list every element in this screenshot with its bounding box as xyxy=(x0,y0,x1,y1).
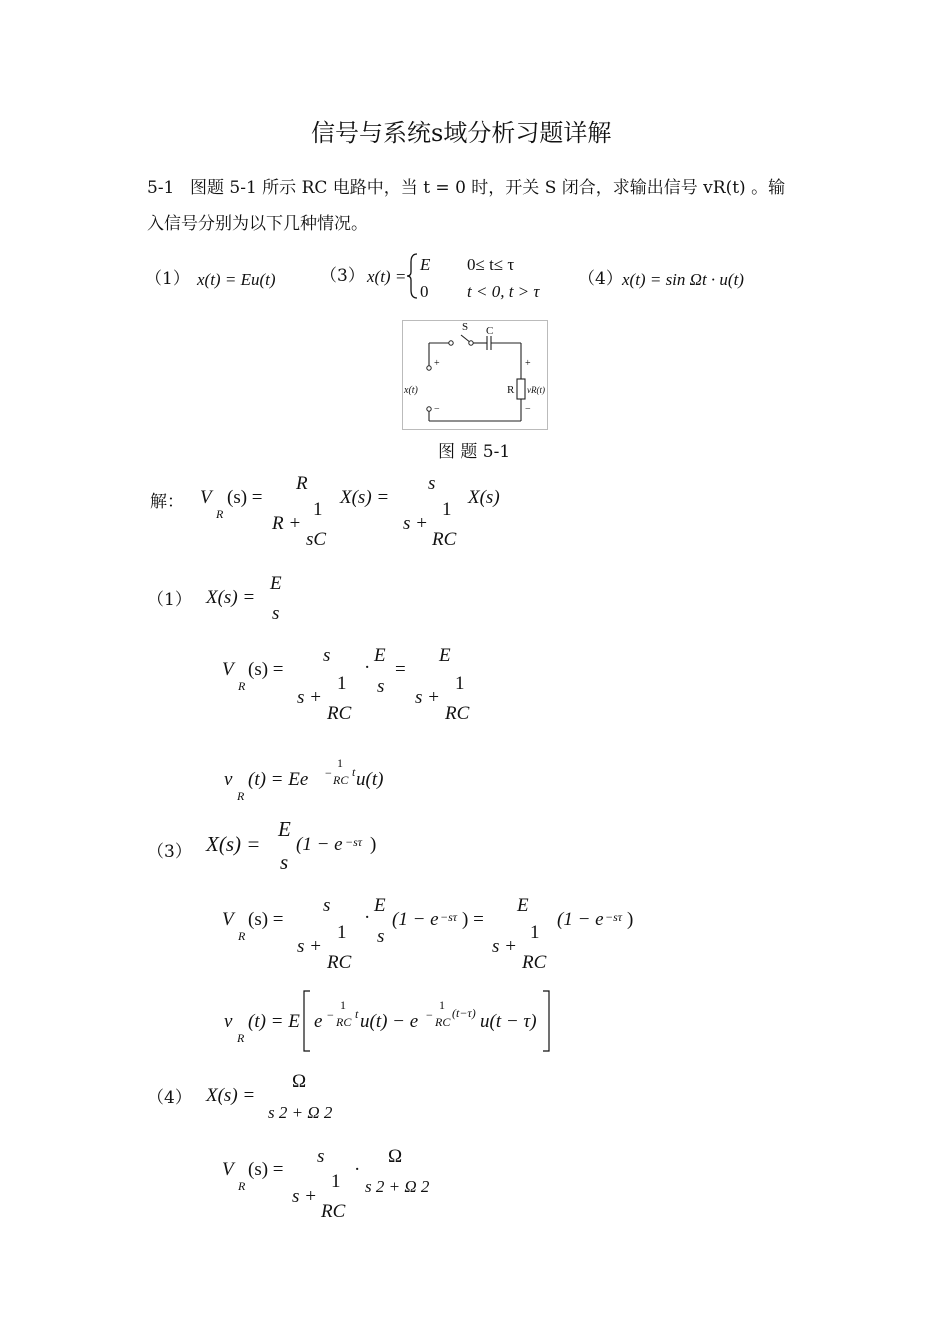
input-plus-label: + xyxy=(434,358,440,369)
case1-f1-den-num: 1 xyxy=(337,673,347,694)
case3-row1-value: E xyxy=(420,255,431,274)
case4-dot: · xyxy=(354,1159,361,1180)
case3-left-bracket xyxy=(302,990,312,1052)
general-xs1: X(s) = xyxy=(340,487,390,508)
case4-f1-den-prefix: s + xyxy=(292,1186,317,1207)
general-xs2: X(s) xyxy=(468,487,500,508)
case3-vt-e1-pre: − xyxy=(327,1008,334,1022)
case1-vt-exp-num: 1 xyxy=(337,756,343,770)
case1-expression: x(t) = Eu(t) xyxy=(197,270,276,289)
case1-f1-num: s xyxy=(323,645,331,666)
case1-vt-exp-t: t xyxy=(352,765,356,779)
page-title: 信号与系统s域分析习题详解 xyxy=(311,119,612,147)
case3-vt-u2: u(t − τ) xyxy=(480,1011,537,1032)
case1-xs-lhs: X(s) = xyxy=(206,587,256,608)
case3-vr-lhs: V xyxy=(222,909,234,930)
general-frac1-den-prefix: R + xyxy=(272,513,302,534)
case3-f1-num: s xyxy=(323,895,331,916)
case1-dot: · xyxy=(364,657,371,678)
case3-row1-condition: 0≤ t≤ τ xyxy=(467,255,515,274)
case1-vt-arg: (t) = Ee xyxy=(248,769,309,790)
output-label: vR(t) xyxy=(527,385,545,395)
case4-f2-num: Ω xyxy=(388,1146,403,1167)
case1-vt-lhs: v xyxy=(224,769,233,790)
case1-vt-tail: u(t) xyxy=(356,769,384,790)
case4-f1-den-num: 1 xyxy=(331,1171,341,1192)
case3-xs-close: ) xyxy=(370,834,377,855)
problem-statement-line1: 图题 5-1 所示 RC 电路中，当 t = 0 时，开关 S 闭合，求输出信号 vR(t) 。输 xyxy=(190,178,786,198)
case1-f3-den-prefix: s + xyxy=(415,687,440,708)
case1-f3-num: E xyxy=(439,645,451,666)
case1-f3-den-num: 1 xyxy=(455,673,465,694)
general-frac1-den-num: 1 xyxy=(313,499,323,520)
case3-row2-condition: t < 0, t > τ xyxy=(467,282,540,301)
case3-vt-e1-num: 1 xyxy=(340,998,346,1012)
general-lhs-arg: (s) = xyxy=(227,487,263,508)
case4-vr-sub: R xyxy=(238,1179,246,1193)
case3-vt-lhs: v xyxy=(224,1011,233,1032)
case3-vt-e2-pre: − xyxy=(426,1008,433,1022)
case3-xs-num: E xyxy=(278,817,291,841)
general-frac2-den-den: RC xyxy=(432,529,457,550)
case1-vr-lhs: V xyxy=(222,659,234,680)
case3-vt-e2-t: (t−τ) xyxy=(452,1006,476,1020)
case3-vr-arg: (s) = xyxy=(248,909,284,930)
case3-exp2: −sτ xyxy=(605,910,623,924)
general-frac2-den-num: 1 xyxy=(442,499,452,520)
case1-vt-sub: R xyxy=(237,789,245,803)
capacitor-label: C xyxy=(486,325,494,337)
case1-vt-exp-den: RC xyxy=(333,773,349,787)
case3-xs-lhs: X(s) = xyxy=(206,832,261,856)
case4-solution-label: （4） xyxy=(147,1088,192,1108)
general-frac2-den-prefix: s + xyxy=(403,513,428,534)
case3-f1-den-prefix: s + xyxy=(297,936,322,957)
case3-vt-e2-num: 1 xyxy=(439,998,445,1012)
case4-f1-num: s xyxy=(317,1146,325,1167)
case3-vr-sub: R xyxy=(238,929,246,943)
case3-vt-sub: R xyxy=(237,1031,245,1045)
case1-f3-den-den: RC xyxy=(445,703,470,724)
case3-exp1: −sτ xyxy=(440,910,458,924)
case3-f3-den-den: RC xyxy=(522,952,547,973)
case3-xs-exp: −sτ xyxy=(345,835,363,849)
case3-label: （3） xyxy=(320,266,365,286)
general-lhs: V xyxy=(200,487,212,508)
case1-label: （1） xyxy=(145,269,190,289)
case3-f1-den-den: RC xyxy=(327,952,352,973)
case4-xs-den: s 2 + Ω 2 xyxy=(268,1103,333,1122)
problem-statement-line2: 入信号分别为以下几种情况。 xyxy=(147,214,368,234)
case3-vt-e2-den: RC xyxy=(435,1015,451,1029)
case1-solution-label: （1） xyxy=(147,590,192,610)
case4-xs-lhs: X(s) = xyxy=(206,1085,256,1106)
input-label: x(t) xyxy=(404,385,418,396)
case3-close1: ) = xyxy=(462,909,484,930)
case4-xs-num: Ω xyxy=(292,1071,307,1092)
case3-vt-e1: e xyxy=(314,1011,323,1032)
case1-f1-den-den: RC xyxy=(327,703,352,724)
case3-vt-e1-den: RC xyxy=(336,1015,352,1029)
output-minus-label: − xyxy=(525,404,531,415)
case3-vt-e1-t: t xyxy=(355,1007,359,1021)
case1-f1-den-prefix: s + xyxy=(297,687,322,708)
case3-f3-den-prefix: s + xyxy=(492,936,517,957)
case1-vt-exp-pre: − xyxy=(325,766,332,780)
problem-number: 5-1 xyxy=(147,178,175,198)
general-frac2-num: s xyxy=(428,473,436,494)
circuit-figure xyxy=(402,320,548,430)
switch-label: S xyxy=(462,321,469,333)
case3-xs-paren: (1 − e xyxy=(296,834,343,855)
case4-vr-lhs: V xyxy=(222,1159,234,1180)
case3-paren2: (1 − e xyxy=(557,909,604,930)
figure-caption: 图 题 5-1 xyxy=(438,442,511,462)
case1-f2-den: s xyxy=(377,676,385,697)
case3-f2-num: E xyxy=(374,895,386,916)
case3-close2: ) xyxy=(627,909,634,930)
case3-f3-num: E xyxy=(517,895,529,916)
case4-expression: x(t) = sin Ωt · u(t) xyxy=(622,270,744,289)
case4-vr-arg: (s) = xyxy=(248,1159,284,1180)
case3-right-bracket xyxy=(541,990,551,1052)
case1-vr-sub: R xyxy=(238,679,246,693)
case1-vr-arg: (s) = xyxy=(248,659,284,680)
case3-solution-label: （3） xyxy=(147,842,192,862)
case3-f1-den-num: 1 xyxy=(337,922,347,943)
input-minus-label: − xyxy=(434,404,440,415)
case1-xs-num: E xyxy=(270,573,282,594)
case3-vt-u1: u(t) − e xyxy=(360,1011,419,1032)
case3-lhs: x(t) = xyxy=(367,267,407,286)
case3-f3-den-num: 1 xyxy=(530,922,540,943)
general-lhs-sub: R xyxy=(216,507,224,521)
case1-f2-num: E xyxy=(374,645,386,666)
case3-f2-den: s xyxy=(377,926,385,947)
case1-xs-den: s xyxy=(272,603,280,624)
case3-xs-den: s xyxy=(280,850,289,874)
general-frac1-num: R xyxy=(296,473,308,494)
case4-f2-den: s 2 + Ω 2 xyxy=(365,1177,430,1196)
general-frac1-den-den: sC xyxy=(306,529,327,550)
case4-label: （4） xyxy=(578,269,623,289)
resistor-label: R xyxy=(507,384,515,396)
case3-vt-arg: (t) = E xyxy=(248,1011,300,1032)
case3-paren1: (1 − e xyxy=(392,909,439,930)
case4-f1-den-den: RC xyxy=(321,1201,346,1222)
case3-brace xyxy=(406,252,420,300)
solution-label: 解： xyxy=(150,492,184,512)
case1-eq: = xyxy=(395,659,406,680)
case3-row2-value: 0 xyxy=(420,282,429,301)
case3-dot: · xyxy=(364,907,371,928)
output-plus-label: + xyxy=(525,358,531,369)
